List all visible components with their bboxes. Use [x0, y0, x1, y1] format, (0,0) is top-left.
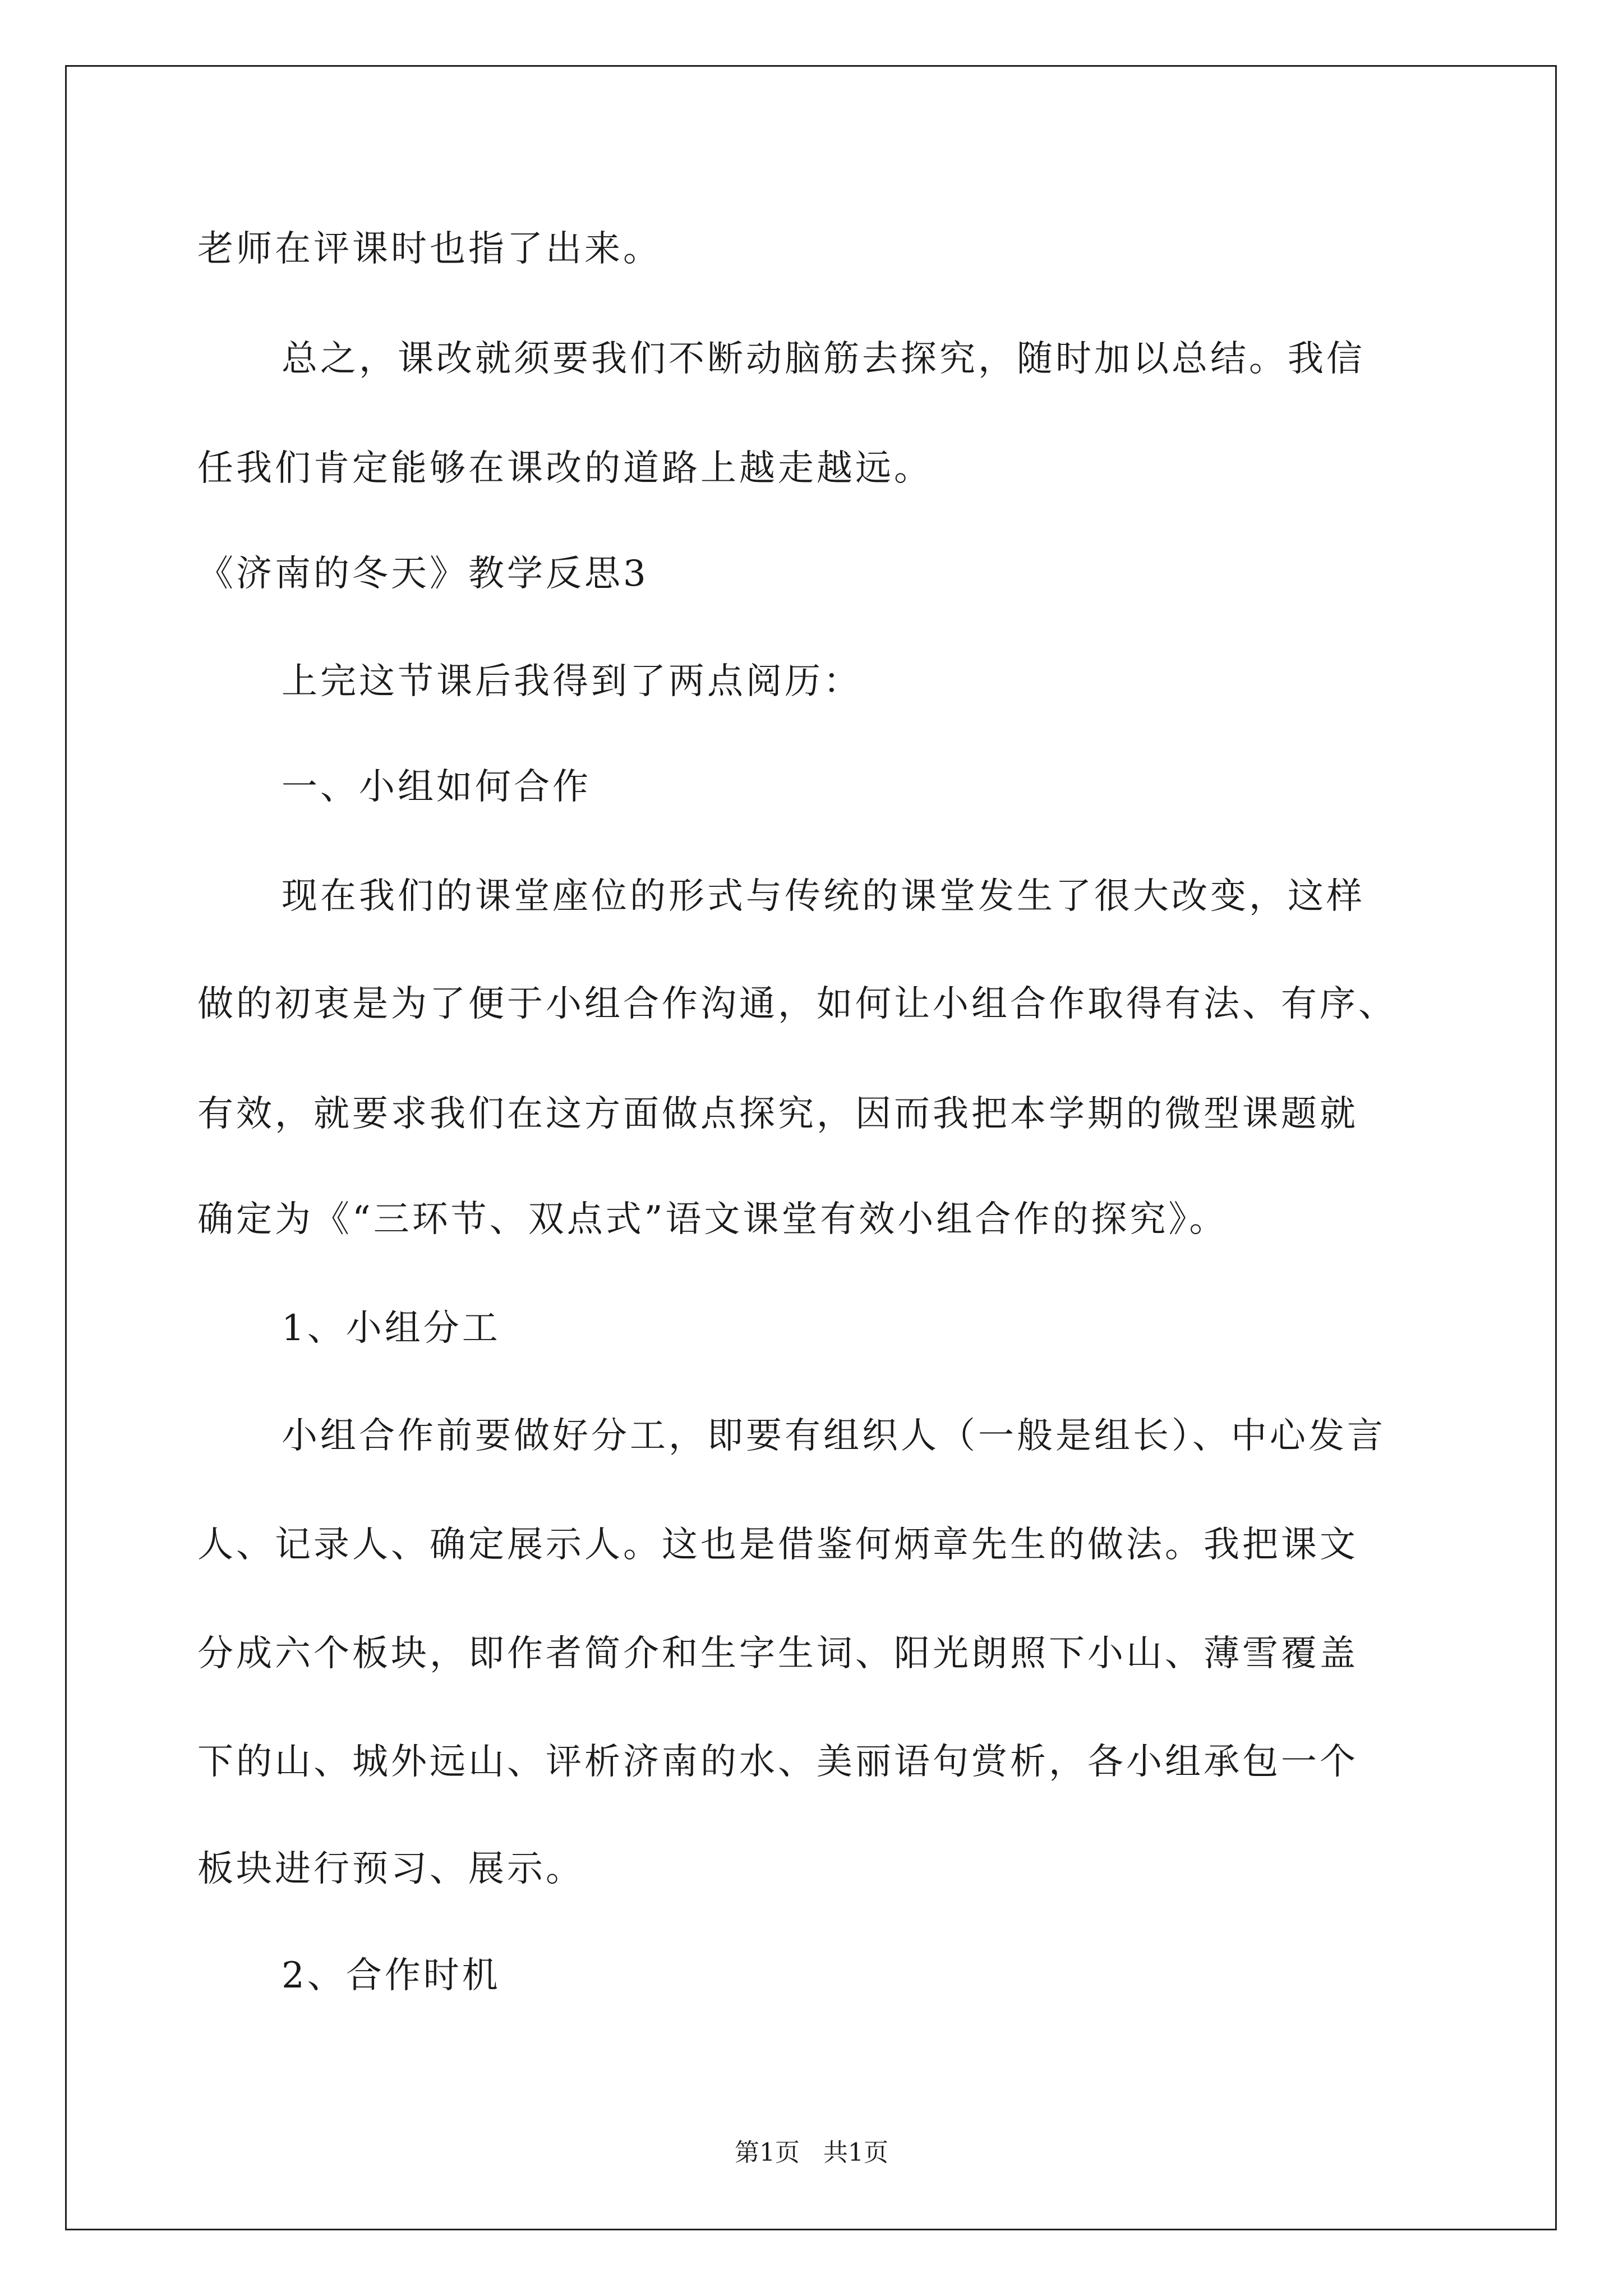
- page-total: 共1页: [823, 2138, 888, 2167]
- section-heading: 《济南的冬天》教学反思3: [197, 553, 649, 595]
- paragraph-2-line-1: 总之，课改就须要我们不断动脑筋去探究，随时加以总结。我信: [282, 338, 1365, 380]
- paragraph-6-line-3: 有效，就要求我们在这方面做点探究，因而我把本学期的微型课题就: [197, 1093, 1358, 1135]
- subheading-1-2: 2、合作时机: [282, 1955, 501, 1996]
- page-footer: [0, 2136, 1623, 2170]
- paragraph-6-line-4: 确定为《“三环节、双点式”语文课堂有效小组合作的探究》。: [197, 1199, 1228, 1240]
- paragraph-8-line-4: 下的山、城外远山、评析济南的水、美丽语句赏析，各小组承包一个: [197, 1741, 1358, 1783]
- page-number: 第1页: [735, 2138, 800, 2167]
- paragraph-2-line-2: 任我们肯定能够在课改的道路上越走越远。: [197, 448, 933, 489]
- paragraph-8-line-2: 人、记录人、确定展示人。这也是借鉴何炳章先生的做法。我把课文: [197, 1524, 1358, 1566]
- subheading-1-1: 1、小组分工: [282, 1308, 501, 1349]
- paragraph-6-line-2: 做的初衷是为了便于小组合作沟通，如何让小组合作取得有法、有序、: [197, 983, 1397, 1025]
- subheading-1: 一、小组如何合作: [282, 766, 591, 808]
- paragraph-4-line-1: 上完这节课后我得到了两点阅历：: [282, 661, 862, 702]
- paragraph-6-line-1: 现在我们的课堂座位的形式与传统的课堂发生了很大改变，这样: [282, 876, 1365, 917]
- paragraph-1-line-1: 老师在评课时也指了出来。: [197, 228, 662, 270]
- page-border: [65, 65, 1557, 2230]
- paragraph-8-line-1: 小组合作前要做好分工，即要有组织人（一般是组长）、中心发言: [282, 1415, 1386, 1457]
- paragraph-8-line-3: 分成六个板块，即作者简介和生字生词、阳光朗照下小山、薄雪覆盖: [197, 1633, 1358, 1674]
- paragraph-8-line-5: 板块进行预习、展示。: [197, 1848, 584, 1890]
